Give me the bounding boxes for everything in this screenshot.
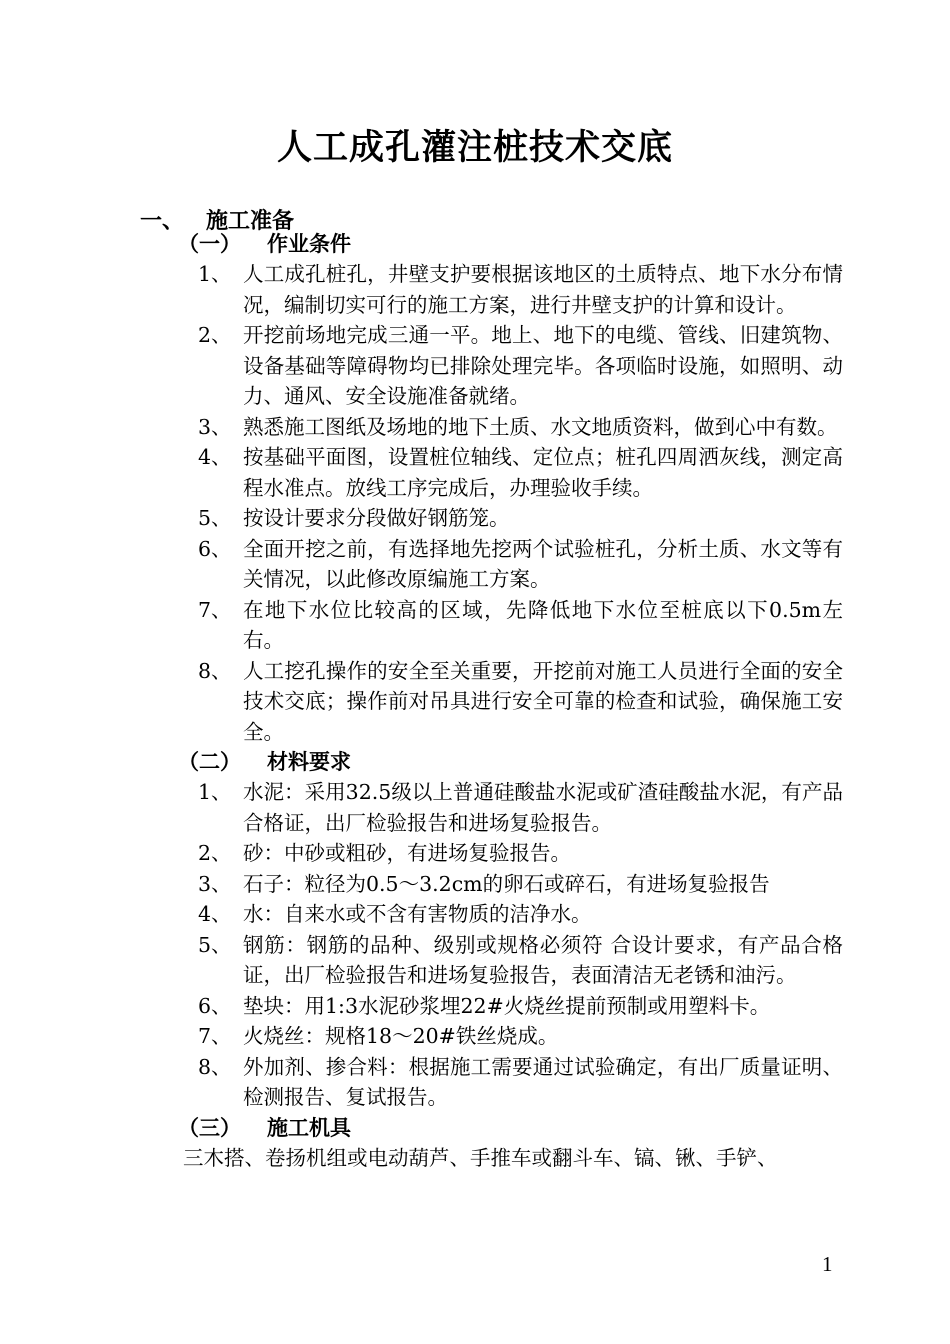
list-item	[198, 838, 843, 869]
list-item-number: 6、	[198, 993, 232, 1018]
list-item-text: 按设计要求分段做好钢筋笼。	[243, 506, 510, 530]
list-item	[198, 320, 843, 412]
list-item	[198, 503, 843, 534]
list-item	[198, 442, 843, 503]
list-item	[198, 1021, 843, 1052]
list-item	[198, 259, 843, 320]
list-item	[198, 869, 843, 900]
list-item-text: 水：自来水或不含有害物质的洁净水。	[243, 902, 592, 926]
subsection-heading	[178, 229, 950, 259]
list-2	[0, 777, 950, 1113]
list-item-text: 石子：粒径为0.5～3.2cm的卵石或碎石，有进场复验报告	[243, 871, 770, 896]
list-item-number: 6、	[198, 536, 232, 561]
section-number: 一、	[140, 209, 185, 234]
list-item-number: 3、	[198, 871, 232, 896]
list-item-text: 人工成孔桩孔，井壁支护要根据该地区的土质特点、地下水分布情况，编制切实可行的施工方案，进行井壁支护的计算和设计。	[243, 262, 843, 317]
list-item	[198, 595, 843, 656]
list-item-number: 5、	[198, 506, 232, 530]
list-item-number: 3、	[198, 414, 232, 439]
subsection-number: （二）	[178, 750, 241, 774]
page-number: 1	[822, 1252, 833, 1276]
list-item	[198, 930, 843, 991]
list-item	[198, 412, 843, 443]
list-item-number: 5、	[198, 932, 232, 957]
list-item-number: 7、	[198, 1024, 232, 1048]
list-item-text: 开挖前场地完成三通一平。地上、地下的电缆、管线、旧建筑物、设备基础等障碍物均已排除处理完毕。各项临时设施，如照明、动力、通风、安全设施准备就绪。	[243, 323, 843, 408]
list-item-text: 垫块：用1:3水泥砂浆埋22#火烧丝提前预制或用塑料卡。	[243, 993, 771, 1018]
subsection-title: 施工机具	[267, 1115, 351, 1140]
list-item-text: 人工挖孔操作的安全至关重要，开挖前对施工人员进行全面的安全技术交底；操作前对吊具进行安全可靠的检查和试验，确保施工安全。	[243, 658, 843, 744]
list-item-text: 外加剂、掺合料：根据施工需要通过试验确定，有出厂质量证明、检测报告、复试报告。	[243, 1054, 843, 1109]
list-item-text: 全面开挖之前，有选择地先挖两个试验桩孔，分析土质、水文等有关情况，以此修改原编施工方案。	[243, 536, 843, 591]
list-item-number: 8、	[198, 1054, 232, 1079]
list-item	[198, 991, 843, 1022]
subsection-heading	[178, 1113, 950, 1143]
list-item	[198, 899, 843, 930]
list-item-number: 4、	[198, 445, 232, 469]
subsection-title: 材料要求	[267, 750, 351, 774]
list-item-text: 熟悉施工图纸及场地的地下土质、水文地质资料，做到心中有数。	[243, 414, 838, 439]
list-item-number: 7、	[198, 597, 232, 622]
list-item	[198, 1052, 843, 1113]
document-title: 人工成孔灌注桩技术交底	[276, 128, 673, 168]
document-body	[0, 229, 950, 1173]
list-item-text: 按基础平面图，设置桩位轴线、定位点；桩孔四周洒灰线，测定高程水准点。放线工序完成后，办理验收手续。	[243, 445, 843, 500]
list-item-text: 水泥：采用32.5级以上普通硅酸盐水泥或矿渣硅酸盐水泥，有产品合格证，出厂检验报告和进场复验报告。	[243, 780, 843, 835]
list-item-text: 在地下水位比较高的区域，先降低地下水位至桩底以下0.5m左右。	[243, 597, 843, 652]
list-item	[198, 534, 843, 595]
list-item-number: 4、	[198, 902, 232, 926]
list-1	[0, 259, 950, 747]
paragraph: 三木搭、卷扬机组或电动葫芦、手推车或翻斗车、镐、锹、手铲、	[183, 1145, 778, 1170]
list-item-number: 2、	[198, 323, 232, 347]
subsection-title: 作业条件	[267, 232, 351, 256]
list-item-number: 1、	[198, 780, 232, 804]
list-item-text: 火烧丝：规格18～20#铁丝烧成。	[243, 1024, 559, 1048]
list-item-number: 2、	[198, 841, 232, 865]
list-item-number: 1、	[198, 262, 232, 286]
subsection-heading	[178, 747, 950, 777]
list-item-number: 8、	[198, 658, 232, 683]
section-title: 施工准备	[206, 209, 295, 234]
list-item	[198, 656, 843, 748]
subsection-number: （三）	[178, 1115, 241, 1140]
list-item-text: 钢筋：钢筋的品种、级别或规格必须符 合设计要求，有产品合格证，出厂检验报告和进场复验报告，表面清洁无老锈和油污。	[243, 932, 843, 987]
list-item-text: 砂：中砂或粗砂，有进场复验报告。	[243, 841, 571, 865]
subsection-number: （一）	[178, 232, 241, 256]
list-item	[198, 777, 843, 838]
